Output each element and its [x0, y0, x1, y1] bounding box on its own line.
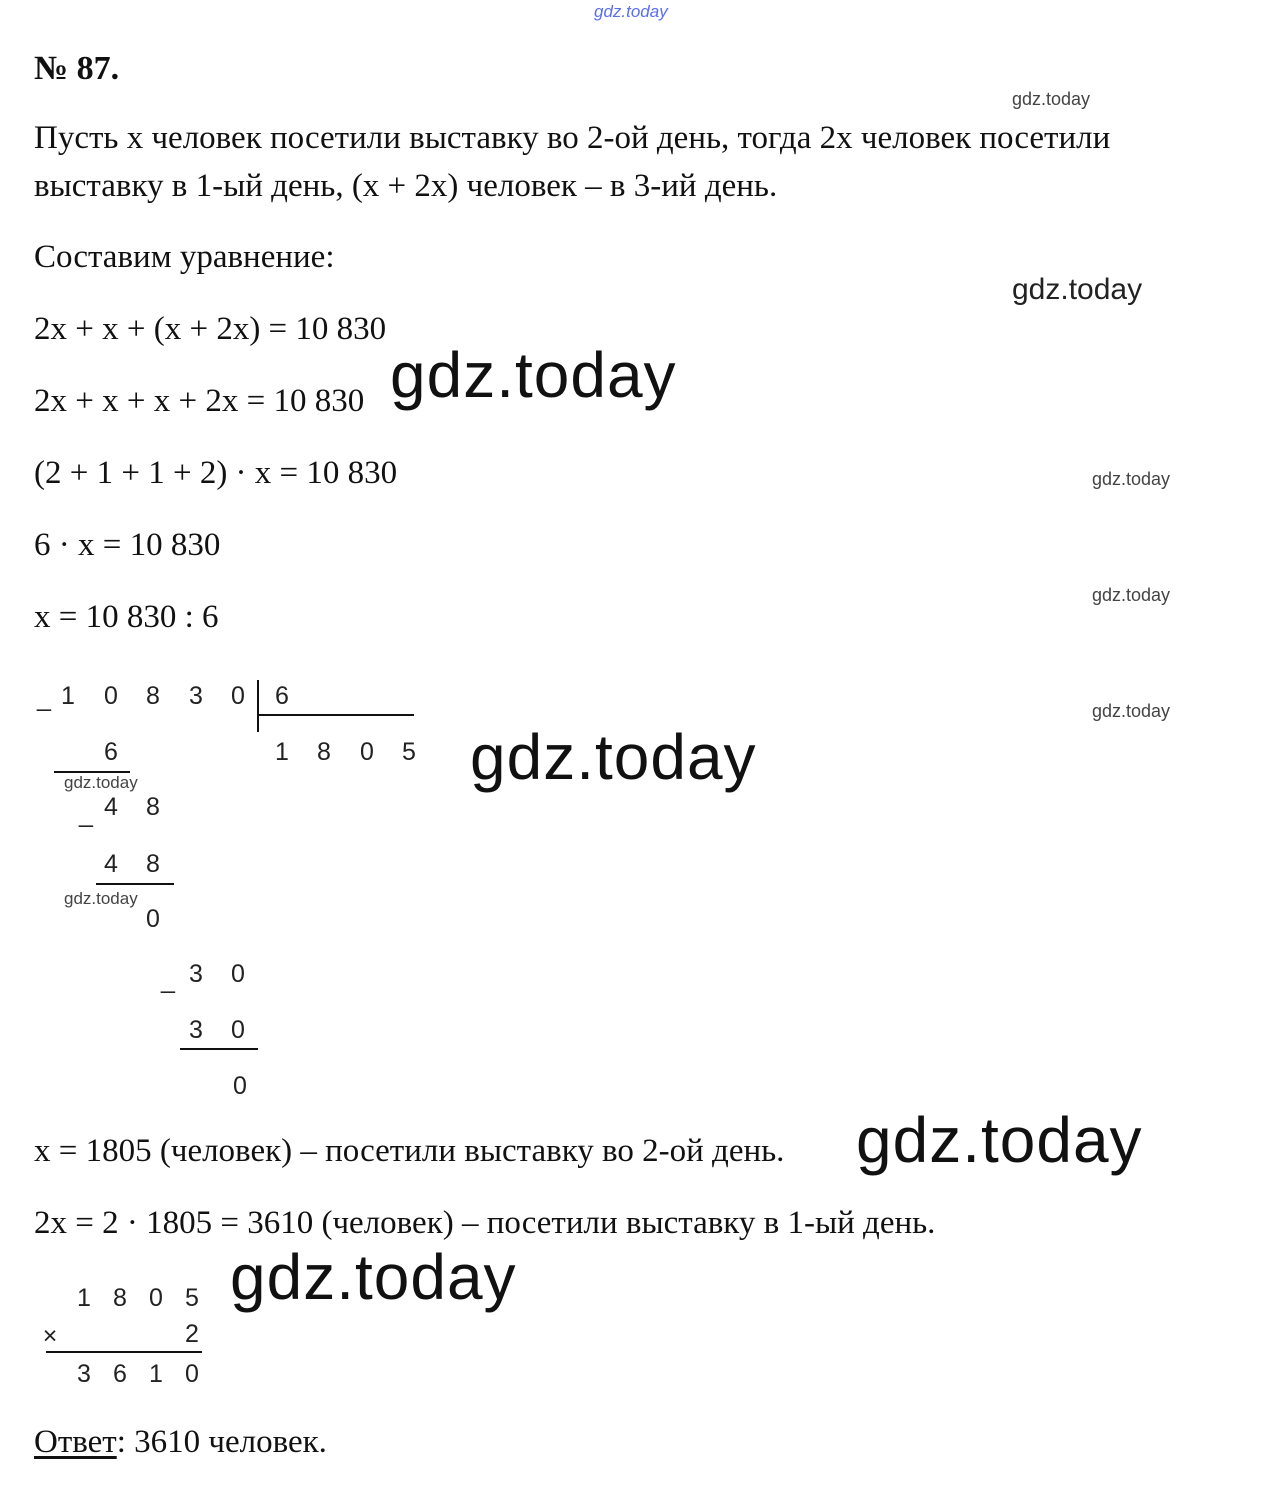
dividend-digit: 8	[146, 682, 160, 710]
quotient-digit: 0	[360, 738, 374, 766]
subtract-digit: 4	[104, 850, 118, 878]
watermark-medium-1: gdz.today	[1012, 273, 1143, 306]
quotient-digit: 8	[317, 738, 331, 766]
subtract-value: 6	[104, 738, 118, 766]
subtract-digit: 8	[146, 850, 160, 878]
step-result: 0	[233, 1072, 247, 1100]
quotient-digit: 5	[402, 738, 416, 766]
intro-line-1: Пусть x человек посетили выставку во 2-ой день, тогда 2x человек посетили	[34, 120, 1111, 156]
dividend-digit: 0	[104, 682, 118, 710]
quotient-digit: 1	[275, 738, 289, 766]
watermark-small-5: gdz.today	[64, 773, 138, 792]
subtract-digit: 3	[189, 1016, 203, 1044]
multiply-sign: ×	[42, 1322, 58, 1350]
dividend-digit: 3	[189, 682, 203, 710]
product-digit: 0	[185, 1360, 199, 1388]
multiplicand-digit: 0	[149, 1284, 163, 1312]
watermark-large-4: gdz.today	[230, 1241, 517, 1313]
equation-1: 2x + x + (x + 2x) = 10 830	[34, 311, 387, 347]
equation-4: 6 · x = 10 830	[34, 527, 221, 563]
watermark-large-2: gdz.today	[470, 721, 757, 793]
result-x: x = 1805 (человек) – посетили выставку во 2-ой день.	[34, 1133, 785, 1169]
compose-label: Составим уравнение:	[34, 239, 335, 275]
divisor: 6	[275, 682, 289, 710]
watermark-small-6: gdz.today	[64, 889, 138, 908]
remainder-digit: 8	[146, 793, 160, 821]
answer-label: Ответ	[34, 1424, 117, 1460]
dividend-digit: 0	[231, 682, 245, 710]
watermark-small-4: gdz.today	[1092, 701, 1171, 721]
multiplication	[0, 0, 300, 1400]
watermark-small-3: gdz.today	[1092, 585, 1171, 605]
problem-number: № 87.	[34, 50, 120, 87]
multiplicand-digit: 5	[185, 1284, 199, 1312]
step-result: 0	[146, 905, 160, 933]
watermark-small-1: gdz.today	[1012, 89, 1091, 109]
watermark-large-3: gdz.today	[856, 1104, 1143, 1176]
minus-sign-3: _	[161, 966, 175, 994]
equation-2: 2x + x + x + 2x = 10 830	[34, 383, 365, 419]
watermark-small-2: gdz.today	[1092, 469, 1171, 489]
equation-3: (2 + 1 + 1 + 2) · x = 10 830	[34, 455, 398, 491]
subtract-digit: 0	[231, 1016, 245, 1044]
multiplicand-digit: 8	[113, 1284, 127, 1312]
multiplier: 2	[185, 1320, 199, 1348]
watermark-top: gdz.today	[594, 2, 668, 21]
multiplication-line	[46, 1351, 202, 1353]
product-digit: 6	[113, 1360, 127, 1388]
intro-line-2: выставку в 1-ый день, (x + 2x) человек – в 3-ий день.	[34, 168, 778, 204]
dividend-digit: 1	[61, 682, 75, 710]
remainder-digit: 0	[231, 960, 245, 988]
answer-text: : 3610 человек.	[116, 1424, 327, 1460]
product-digit: 1	[149, 1360, 163, 1388]
minus-sign-1: _	[37, 684, 51, 712]
watermark-large-1: gdz.today	[390, 339, 677, 411]
result-2x: 2x = 2 · 1805 = 3610 (человек) – посетили выставку в 1-ый день.	[34, 1205, 936, 1241]
remainder-digit: 4	[104, 793, 118, 821]
minus-sign-2: _	[79, 800, 93, 828]
product-digit: 3	[77, 1360, 91, 1388]
answer	[34, 1426, 327, 1459]
remainder-digit: 3	[189, 960, 203, 988]
multiplicand-digit: 1	[77, 1284, 91, 1312]
equation-5: x = 10 830 : 6	[34, 599, 219, 635]
